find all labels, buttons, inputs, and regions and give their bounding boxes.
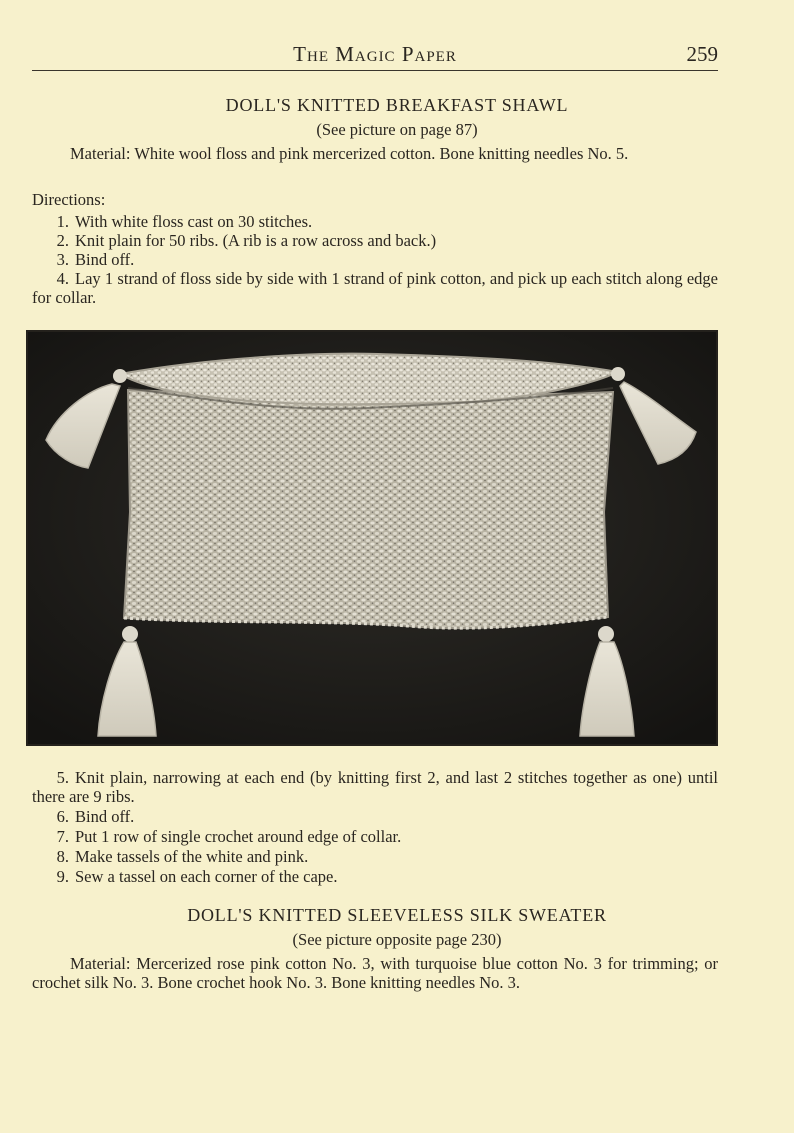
shawl-step	[45, 867, 338, 887]
shawl-step	[45, 212, 312, 232]
shawl-material-label: Material:	[70, 144, 131, 163]
step-number: 4.	[56, 269, 69, 288]
page-number: 259	[686, 42, 718, 66]
running-title: The Magic Paper	[293, 42, 457, 66]
step-text: Bind off.	[75, 250, 135, 269]
step-number: 5.	[56, 768, 69, 787]
shawl-step	[45, 231, 436, 251]
shawl-step	[45, 827, 401, 847]
step-text: Sew a tassel on each corner of the cape.	[75, 867, 338, 886]
step-number: 7.	[56, 827, 69, 846]
shawl-material	[32, 144, 718, 163]
step-number: 3.	[56, 250, 69, 269]
step-text: Knit plain for 50 ribs. (A rib is a row across and back.)	[75, 231, 437, 250]
step-text: Make tassels of the white and pink.	[75, 847, 309, 866]
sweater-material-label: Material:	[70, 954, 131, 973]
shawl-subheading: (See picture on page 87)	[316, 120, 478, 139]
step-text: Knit plain, narrowing at each end (by knitting first 2, and last 2 stitches together as one) until there are 9 ribs.	[32, 768, 718, 806]
step-text: With white floss cast on 30 stitches.	[75, 212, 313, 231]
shawl-step	[32, 269, 718, 307]
shawl-step	[32, 768, 718, 806]
running-head	[32, 40, 718, 71]
step-number: 9.	[56, 867, 69, 886]
shawl-photograph	[26, 330, 718, 746]
step-text: Bind off.	[75, 807, 135, 826]
shawl-step	[45, 807, 134, 827]
shawl-material-text: White wool floss and pink mercerized cotton. Bone knitting needles No. 5.	[134, 144, 629, 163]
shawl-step	[45, 847, 308, 867]
sweater-subheading: (See picture opposite page 230)	[292, 930, 502, 949]
step-number: 2.	[56, 231, 69, 250]
shawl-step	[45, 250, 134, 270]
step-number: 6.	[56, 807, 69, 826]
step-number: 1.	[56, 212, 69, 231]
step-text: Put 1 row of single crochet around edge of collar.	[75, 827, 402, 846]
sweater-material	[32, 954, 718, 992]
step-number: 8.	[56, 847, 69, 866]
shawl-directions-label: Directions:	[32, 190, 106, 209]
sweater-heading: DOLL'S KNITTED SLEEVELESS SILK SWEATER	[187, 905, 607, 925]
sweater-material-text: Mercerized rose pink cotton No. 3, with turquoise blue cotton No. 3 for trimming; or crochet silk No. 3. Bone crochet hook No. 3. Bone knitting needles No. 3.	[32, 954, 718, 992]
step-text: Lay 1 strand of floss side by side with 1 strand of pink cotton, and pick up each stitch along edge for collar.	[32, 269, 718, 307]
shawl-heading: DOLL'S KNITTED BREAKFAST SHAWL	[225, 95, 569, 115]
